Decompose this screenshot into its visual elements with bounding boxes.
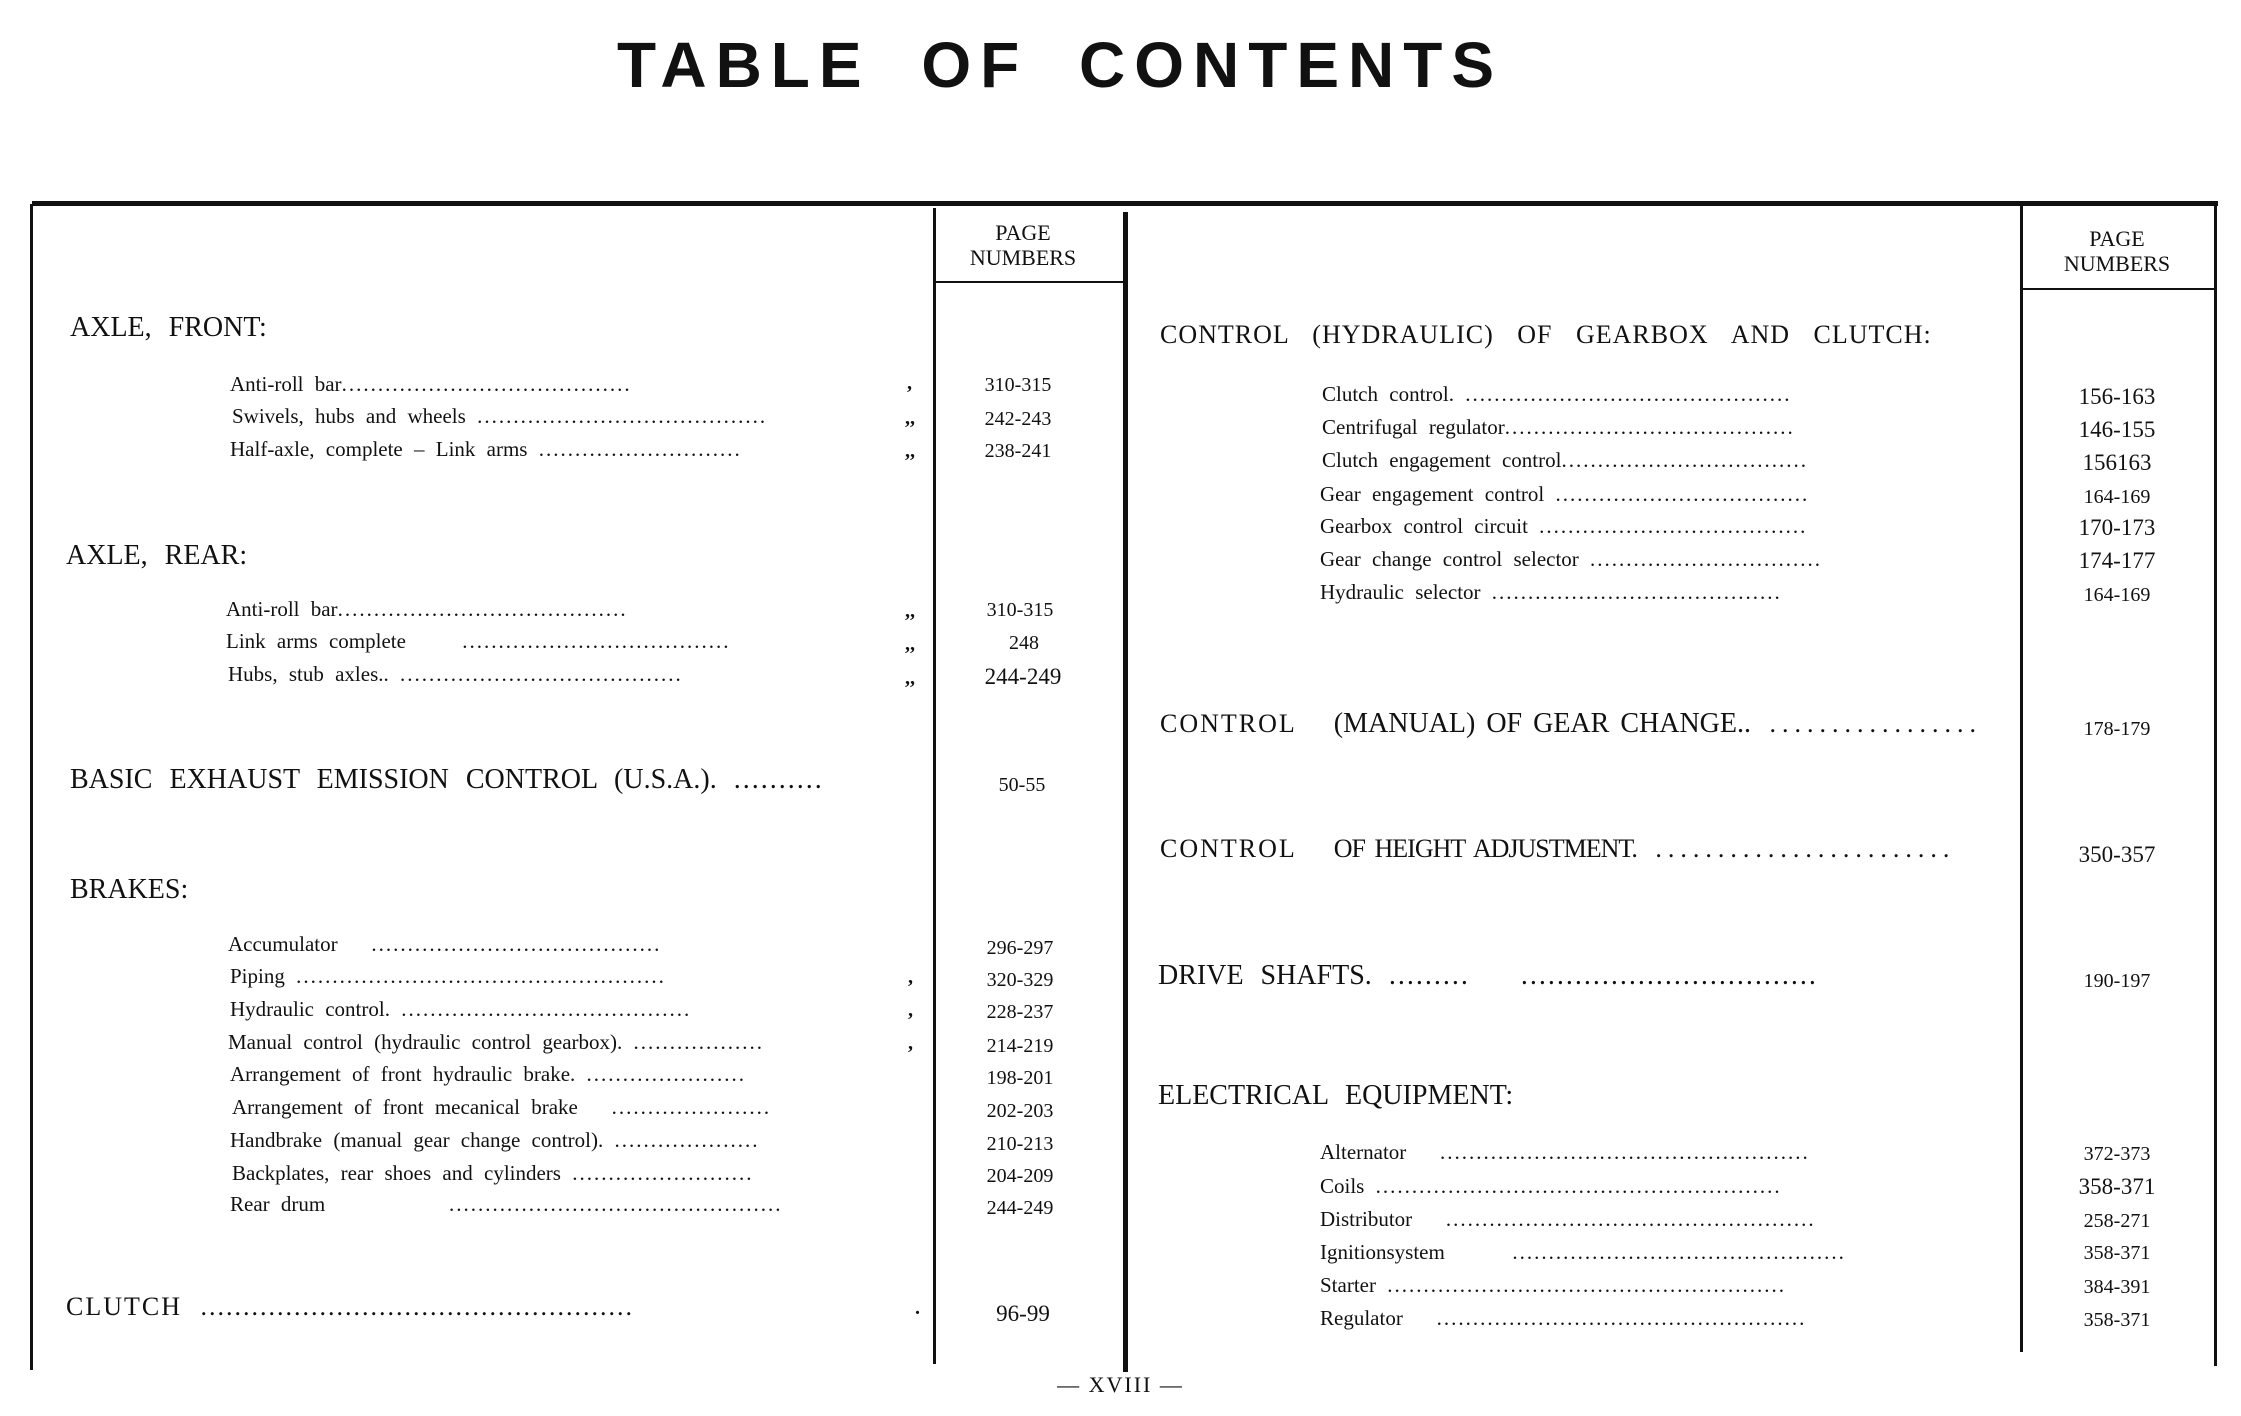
page-number: 258-271	[2083, 1210, 2151, 1232]
toc-entry: Hydraulic control. ........................................	[230, 997, 692, 1021]
toc-entry: Anti-roll bar........................................	[230, 372, 632, 396]
toc-entry: Hydraulic selector ........................................	[1320, 580, 1782, 604]
page-number: 210-213	[986, 1133, 1054, 1155]
page-title: TABLE OF CONTENTS	[617, 29, 1503, 101]
section-heading-electrical: ELECTRICAL EQUIPMENT:	[1158, 1080, 1514, 1111]
page-number: 372-373	[2083, 1143, 2151, 1165]
toc-entry: Distributor ...................................................	[1320, 1207, 1816, 1231]
toc-entry: Centrifugal regulator........................................	[1322, 415, 1795, 439]
toc-entry: Backplates, rear shoes and cylinders .........................	[232, 1161, 754, 1185]
page-footer: — XVIII —	[1057, 1372, 1184, 1397]
margin-mark: ,	[908, 999, 913, 1021]
toc-entry: Clutch engagement control..................................	[1322, 448, 1808, 472]
section-heading-control-hydraulic: CONTROL (HYDRAULIC) OF GEARBOX AND CLUTCH:	[1160, 320, 1932, 349]
section-heading-axle-rear: AXLE, REAR:	[66, 540, 248, 571]
page-number: 228-237	[986, 1001, 1054, 1023]
toc-entry: Gearbox control circuit .....................................	[1320, 514, 1808, 538]
section-heading-brakes: BRAKES:	[70, 874, 189, 905]
margin-mark: ,,	[905, 440, 915, 462]
section-heading-clutch: CLUTCH ...................................................	[66, 1292, 634, 1321]
right-border	[2214, 206, 2217, 1366]
page-number: 202-203	[986, 1100, 1054, 1122]
page-number: 164-169	[2083, 486, 2151, 508]
top-rule	[32, 201, 2218, 206]
page-number: 296-297	[986, 937, 1054, 959]
margin-mark: ,,	[905, 667, 915, 689]
page-number: 384-391	[2083, 1276, 2151, 1298]
toc-entry: Gear change control selector ................................	[1320, 547, 1823, 571]
page-number: 238-241	[984, 440, 1052, 462]
toc-entry: Rear drum ..............................................	[230, 1192, 783, 1216]
toc-entry: Regulator ...................................................	[1320, 1306, 1807, 1330]
margin-mark: ,,	[905, 407, 915, 429]
section-heading-basic-emission: BASIC EXHAUST EMISSION CONTROL (U.S.A.). ..........	[70, 764, 824, 795]
right-page-numbers-header: PAGE NUMBERS	[2063, 226, 2171, 276]
page-number: 174-177	[2078, 548, 2156, 573]
toc-entry: Piping ...................................................	[230, 964, 666, 988]
page-number: 310-315	[984, 374, 1052, 396]
section-heading-control-height: CONTROL OF HEIGHT ADJUSTMENT. ........................	[1160, 834, 1956, 863]
toc-entry: Clutch control. .............................................	[1322, 382, 1792, 406]
margin-mark: ,	[908, 1032, 913, 1054]
section-heading-drive-shafts: DRIVE SHAFTS. ......... .................................	[1158, 960, 1818, 991]
toc-entry: Anti-roll bar........................................	[226, 597, 628, 621]
page-number: 178-179	[2083, 718, 2151, 740]
toc-entry: Link arms complete .....................................	[226, 629, 731, 653]
page-number: 310-315	[986, 599, 1054, 621]
margin-mark: ,	[907, 372, 912, 394]
section-heading-axle-front: AXLE, FRONT:	[70, 312, 267, 343]
page-number: 198-201	[986, 1067, 1054, 1089]
margin-mark: ,,	[905, 633, 915, 655]
toc-entry: Arrangement of front hydraulic brake. ......................	[230, 1062, 747, 1086]
page-number: 204-209	[986, 1165, 1054, 1187]
page-number: 320-329	[986, 969, 1054, 991]
toc-entry: Alternator ...................................................	[1320, 1140, 1810, 1164]
page-number: 96-99	[996, 1301, 1050, 1326]
page-number: 190-197	[2083, 970, 2151, 992]
page-number: 156163	[2082, 450, 2152, 475]
page-number: 358-371	[2083, 1309, 2151, 1331]
toc-entry: Starter .......................................................	[1320, 1273, 1786, 1297]
page-number: 244-249	[986, 1197, 1054, 1219]
section-heading-control-manual: CONTROL (MANUAL) OF GEAR CHANGE.. .................	[1160, 708, 1982, 739]
left-border	[30, 204, 33, 1370]
page-number: 244-249	[984, 664, 1062, 689]
margin-mark: ,	[908, 966, 913, 988]
page-number: 350-357	[2078, 842, 2156, 867]
right-page-header-rule	[2021, 288, 2216, 290]
toc-entry: Gear engagement control ...................................	[1320, 482, 1810, 506]
page-number: 214-219	[986, 1035, 1054, 1057]
page-number: 248	[1009, 632, 1039, 654]
center-divider	[1123, 212, 1128, 1372]
left-page-header-rule	[933, 281, 1123, 283]
margin-mark: ,,	[905, 600, 915, 622]
page-number: 242-243	[984, 408, 1052, 430]
page-number: 358-371	[2083, 1242, 2151, 1264]
page-number: 146-155	[2078, 417, 2156, 442]
toc-entry: Swivels, hubs and wheels ........................................	[232, 404, 768, 428]
page-number: 156-163	[2078, 384, 2156, 409]
toc-entry: Hubs, stub axles.. .......................................	[228, 662, 683, 686]
toc-entry: Arrangement of front mecanical brake ......................	[232, 1095, 772, 1119]
toc-entry: Ignitionsystem ..............................................	[1320, 1240, 1846, 1264]
toc-entry: Manual control (hydraulic control gearbox). ..................	[228, 1030, 765, 1054]
toc-entry: Handbrake (manual gear change control). ....................	[230, 1128, 760, 1152]
margin-mark: .	[915, 1297, 920, 1319]
page-number: 164-169	[2083, 584, 2151, 606]
page-number: 170-173	[2078, 515, 2156, 540]
left-page-numbers-header: PAGE NUMBERS	[969, 220, 1077, 270]
toc-entry: Coils ........................................................	[1320, 1174, 1782, 1198]
page-number: 50-55	[998, 774, 1046, 796]
toc-entry: Accumulator ........................................	[228, 932, 662, 956]
toc-entry: Half-axle, complete – Link arms ............................	[230, 437, 742, 461]
page-number: 358-371	[2078, 1174, 2156, 1199]
